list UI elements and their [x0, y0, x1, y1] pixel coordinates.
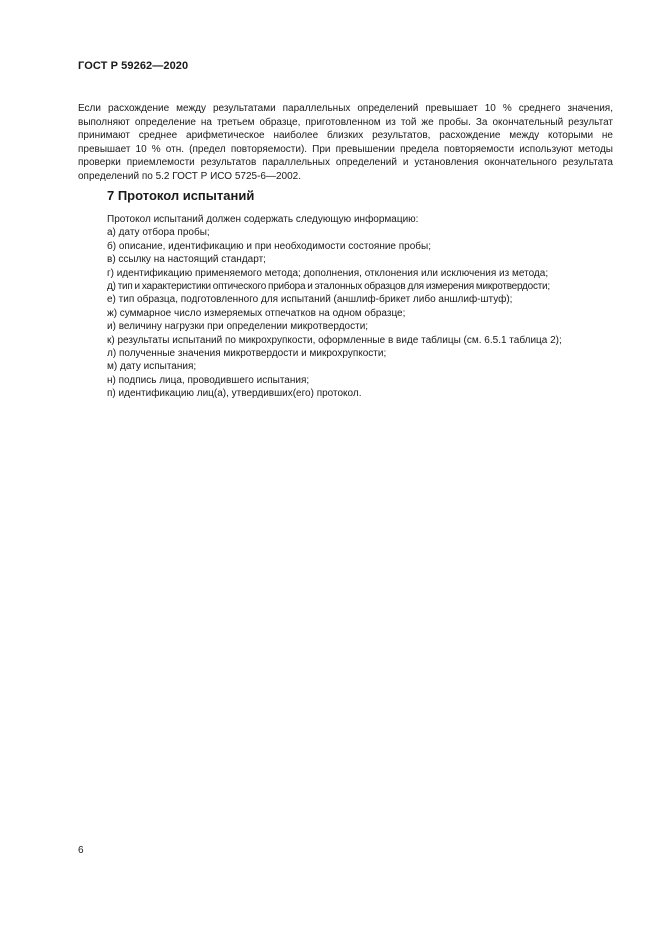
- list-item-n: н) подпись лица, проводившего испытания;: [107, 374, 310, 386]
- section-title: 7 Протокол испытаний: [107, 188, 255, 203]
- list-item-m: м) дату испытания;: [107, 361, 197, 373]
- intro-paragraph: Если расхождение между результатами параллельных определений превышает 10 % среднего значения, выполняют определение на третьем образце, приготовленном из той же пробы. За окончательный результат принимают среднее арифметическое наиболее близких результатов, расхождение между которыми не превышает 10 % отн. (предел повторяемости). При превышении предела повторяемости используют методы проверки приемлемости результатов параллельных определений и установления окончательного результата определений по 5.2 ГОСТ Р ИСО 5725-6—2002.: [78, 103, 613, 182]
- document-code-header: ГОСТ Р 59262—2020: [78, 60, 189, 72]
- list-item-d: д) тип и характеристики оптического прибора и эталонных образцов для измерения микротвердости;: [107, 281, 550, 293]
- list-item-p: п) идентификацию лиц(а), утвердивших(его) протокол.: [107, 388, 362, 400]
- list-item-v: в) ссылку на настоящий стандарт;: [107, 254, 266, 266]
- list-item-i: и) величину нагрузки при определении микротвердости;: [107, 321, 369, 333]
- list-item-l: л) полученные значения микротвердости и микрохрупкости;: [107, 348, 387, 360]
- list-item-k: к) результаты испытаний по микрохрупкости, оформленные в виде таблицы (см. 6.5.1 таблица 2);: [107, 334, 562, 346]
- list-item-a: а) дату отбора пробы;: [107, 227, 210, 239]
- section-body: [107, 213, 617, 401]
- page-number: 6: [78, 845, 84, 856]
- list-item-b: б) описание, идентификацию и при необходимости состояние пробы;: [107, 240, 431, 252]
- section-lead: Протокол испытаний должен содержать следующую информацию:: [107, 214, 419, 225]
- list-item-zh: ж) суммарное число измеряемых отпечатков на одном образце;: [107, 307, 406, 319]
- list-item-e: е) тип образца, подготовленного для испытаний (аншлиф-брикет либо аншлиф-штуф);: [107, 294, 513, 306]
- list-item-g: г) идентификацию применяемого метода; дополнения, отклонения или исключения из метода;: [107, 267, 549, 279]
